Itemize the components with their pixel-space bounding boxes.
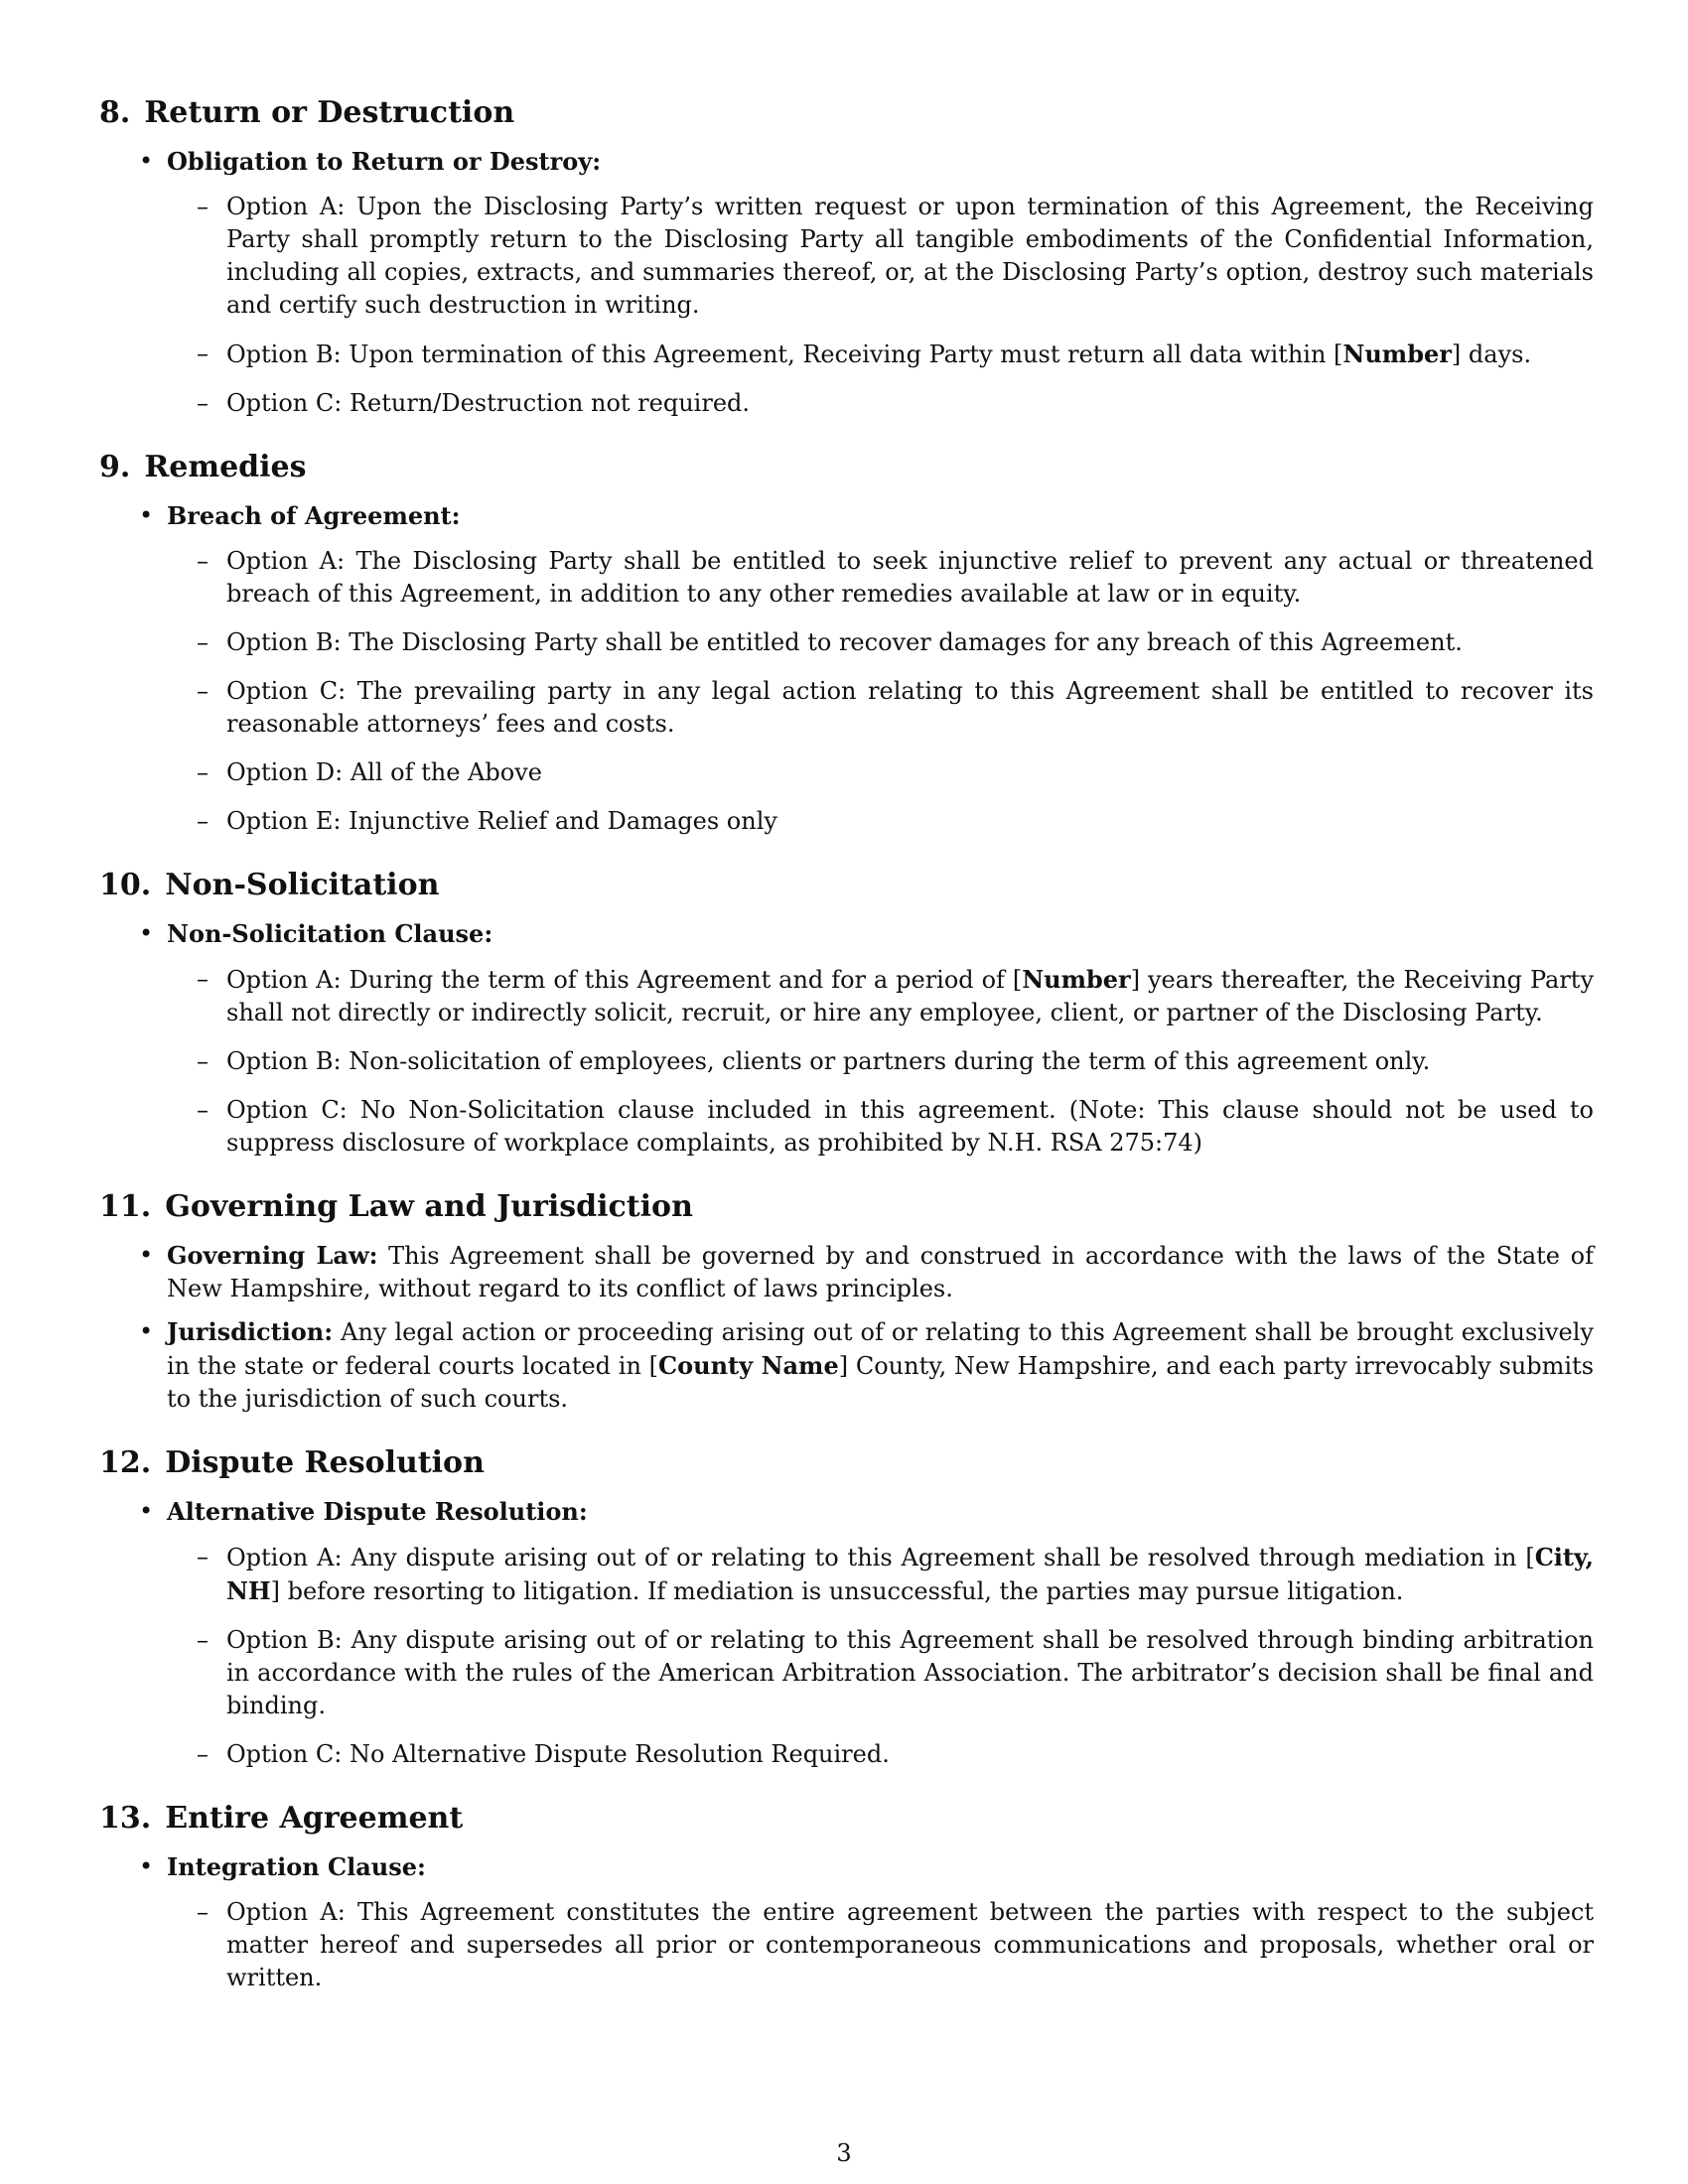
clause-label: Obligation to Return or Destroy: [167, 147, 602, 176]
clause-item [167, 145, 1594, 420]
section-heading: 10. Non-Solicitation [99, 868, 440, 902]
page-number: 3 [836, 2139, 852, 2167]
section-heading: 9. Remedies [99, 450, 307, 484]
clause-item: • Jurisdiction: Any legal action or proceeding arising out of or relating to this Agreement shall be brought exclusively in the state or federal courts located in [County Name] County, New Hampshire, and each party irrevocably submits to the jurisdiction of such courts. [167, 1315, 1594, 1416]
option-item: – Option B: Any dispute arising out of or relating to this Agreement shall be resolved through binding arbitration in accordance with the rules of the American Arbitration Association. The arbitrator’s decision shall be final and binding. [226, 1624, 1594, 1722]
option-item: – Option A: This Agreement constitutes the entire agreement between the parties with respect to the subject matter hereof and supersedes all prior or contemporaneous communications and proposals, whether oral or written. [226, 1896, 1594, 1994]
document-page [99, 95, 1594, 2024]
option-item: – Option E: Injunctive Relief and Damages only [226, 805, 1594, 838]
clause-label: Governing Law: [167, 1241, 378, 1270]
section-governing-law [99, 1189, 1594, 1416]
placeholder-field: Number [1022, 965, 1131, 994]
clause-label: Integration Clause: [167, 1852, 426, 1881]
placeholder-field: City, NH [226, 1543, 1594, 1605]
section-heading: 11. Governing Law and Jurisdiction [99, 1189, 693, 1224]
option-item: – Option B: Non-solicitation of employees, clients or partners during the term of this agreement only. [226, 1045, 1594, 1078]
clause-item [167, 499, 1594, 838]
section-entire-agreement [99, 1801, 1594, 1994]
option-item: – Option A: The Disclosing Party shall be entitled to seek injunctive relief to prevent any actual or threatened breach of this Agreement, in addition to any other remedies available at law or in equity. [226, 545, 1594, 611]
option-item: – Option D: All of the Above [226, 756, 1594, 789]
section-return-or-destruction [99, 95, 1594, 420]
section-dispute-resolution [99, 1445, 1594, 1771]
option-item: – Option A: During the term of this Agreement and for a period of [Number] years thereafter, the Receiving Party shall not directly or indirectly solicit, recruit, or hire any employee, client, or partner of the Disclosing Party. [226, 963, 1594, 1029]
section-heading: 13. Entire Agreement [99, 1801, 464, 1836]
clause-item [167, 1495, 1594, 1771]
clause-label: Non-Solicitation Clause: [167, 919, 493, 948]
option-item: – Option C: The prevailing party in any legal action relating to this Agreement shall be entitled to recover its reasonable attorneys’ fees and costs. [226, 675, 1594, 741]
option-item: – Option A: Upon the Disclosing Party’s written request or upon termination of this Agreement, the Receiving Party shall promptly return to the Disclosing Party all tangible embodiments of the Confidential Information, including all copies, extracts, and summaries thereof, or, at the Disclosing Party’s option, destroy such materials and certify such destruction in writing. [226, 191, 1594, 322]
clause-label: Jurisdiction: [167, 1317, 334, 1346]
option-item: – Option A: Any dispute arising out of or relating to this Agreement shall be resolved through mediation in [City, NH] before resorting to litigation. If mediation is unsuccessful, the parties may pursue litigation. [226, 1541, 1594, 1608]
clause-label: Breach of Agreement: [167, 501, 461, 530]
placeholder-field: Number [1342, 340, 1452, 368]
clause-item [167, 1850, 1594, 1994]
clause-label: Alternative Dispute Resolution: [167, 1497, 588, 1526]
option-item: – Option B: The Disclosing Party shall be entitled to recover damages for any breach of this Agreement. [226, 626, 1594, 659]
option-item: – Option C: No Non-Solicitation clause included in this agreement. (Note: This clause should not be used to suppress disclosure of workplace complaints, as prohibited by N.H. RSA 275:74) [226, 1094, 1594, 1160]
clause-item: • Governing Law: This Agreement shall be governed by and construed in accordance with the laws of the State of New Hampshire, without regard to its conflict of laws principles. [167, 1239, 1594, 1305]
section-remedies [99, 450, 1594, 838]
section-non-solicitation [99, 868, 1594, 1160]
placeholder-field: County Name [658, 1351, 839, 1380]
section-heading: 8. Return or Destruction [99, 95, 515, 130]
option-item: – Option C: Return/Destruction not required. [226, 387, 1594, 420]
clause-item [167, 917, 1594, 1160]
section-heading: 12. Dispute Resolution [99, 1445, 485, 1480]
option-item: – Option B: Upon termination of this Agreement, Receiving Party must return all data within [Number] days. [226, 338, 1594, 371]
option-item: – Option C: No Alternative Dispute Resolution Required. [226, 1738, 1594, 1771]
